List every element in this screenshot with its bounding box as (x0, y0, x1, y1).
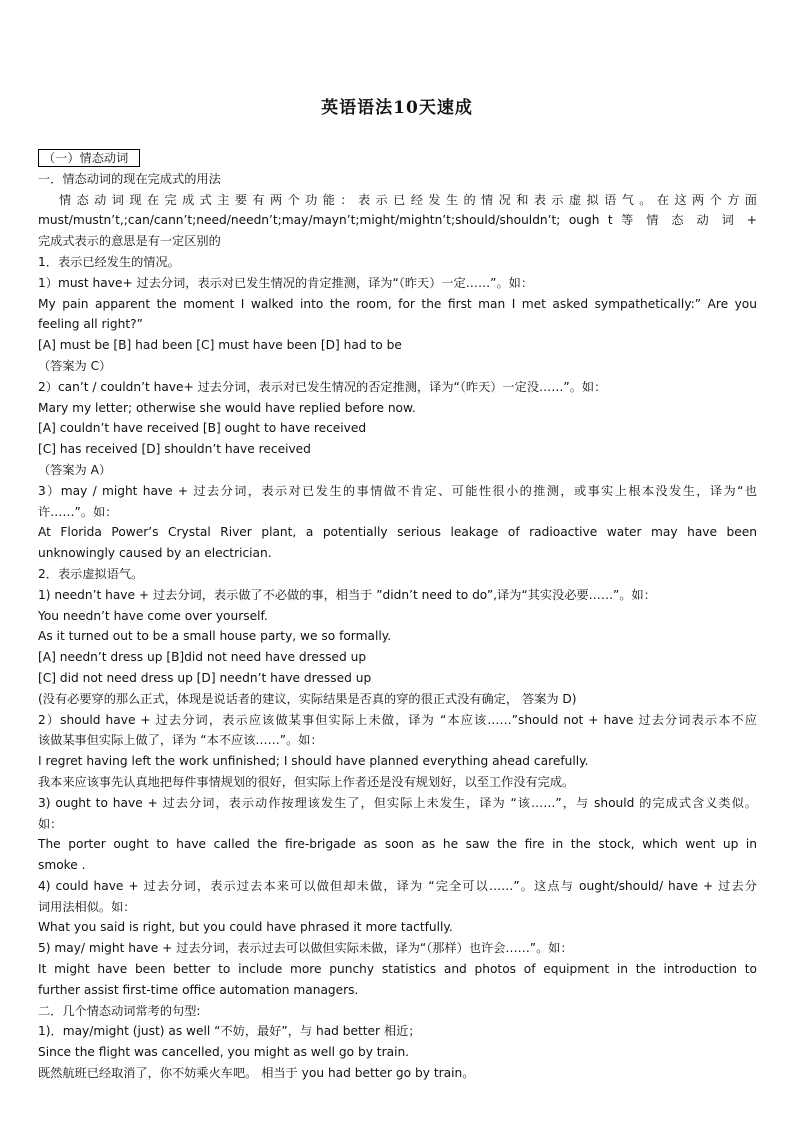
text-line: feeling all right?” (38, 317, 143, 332)
text-line: must/mustn’t,;can/cann’t;need/needn’t;may/mayn’t;might/mightn’t;should/shouldn’t; ough t 等 情 态 动 词 + (38, 213, 757, 228)
section-heading-box: （一）情态动词 (38, 149, 140, 167)
text-line: [C] did not need dress up [D] needn’t have dressed up (38, 670, 372, 685)
text-line: 3) ought to have + 过去分词，表示动作按理该发生了，但实际上未发生，译为 “该……”，与 should 的完成式含义类似。 (38, 795, 757, 810)
document-body (38, 148, 757, 1084)
text-line: unknowingly caused by an electrician. (38, 546, 272, 561)
text-line: 二．几个情态动词常考的句型: (38, 1003, 201, 1018)
text-line: 1．表示已经发生的情况。 (38, 254, 180, 269)
text-line: As it turned out to be a small house party, we so formally. (38, 629, 392, 644)
document-title: 英语语法10天速成 (321, 98, 473, 118)
text-line: My pain apparent the moment I walked into the room, for the first man I met asked sympathetically:” Are you (38, 296, 757, 311)
text-line: I regret having left the work unfinished; I should have planned everything ahead carefully. (38, 754, 589, 769)
text-line: 2．表示虚拟语气。 (38, 566, 144, 581)
text-line: （答案为 A） (38, 462, 112, 477)
text-line: It might have been better to include more punchy statistics and photos of equipment in the introduction to (38, 962, 757, 977)
text-line: What you said is right, but you could have phrased it more tactfully. (38, 920, 453, 935)
text-line: 如： (38, 816, 63, 831)
text-line: （答案为 C） (38, 358, 112, 373)
text-line: 我本来应该事先认真地把每件事情规划的很好，但实际上作者还是没有规划好，以至工作没有完成。 (38, 774, 575, 789)
text-line: 1）must have+ 过去分词，表示对已发生情况的肯定推测，译为“（昨天）一定……”。如： (38, 275, 534, 290)
text-line: further assist first-time office automation managers. (38, 982, 359, 997)
section-heading-box-line (38, 148, 757, 169)
text-line: Mary my letter; otherwise she would have replied before now. (38, 400, 416, 415)
text-line: 词用法相似。如： (38, 899, 136, 914)
text-line: 2）should have + 过去分词，表示应该做某事但实际上未做，译为 “本应该……”should not + have 过去分词表示本不应 (38, 712, 757, 727)
text-line: 情 态 动 词 现 在 完 成 式 主 要 有 两 个 功 能 ： 表 示 已 经 发 生 的 情 况 和 表 示 虚 拟 语 气 。 在 这 两 个 方 面 (59, 192, 757, 207)
text-line: 既然航班已经取消了，你不妨乘火车吧。 相当于 you had better go by train。 (38, 1066, 475, 1081)
text-line: 一．情态动词的现在完成式的用法 (38, 171, 221, 186)
text-line: The porter ought to have called the fire-brigade as soon as he saw the fire in the stock, which went up in (38, 837, 757, 852)
text-line: 3）may / might have + 过去分词，表示对已发生的事情做不肯定、可能性很小的推测，或事实上根本没发生，译为“也 (38, 483, 757, 498)
text-line: 该做某事但实际上做了，译为 “本不应该……”。如： (38, 733, 323, 748)
text-line: 1)．may/might (just) as well “不妨，最好”，与 had better 相近； (38, 1024, 421, 1039)
text-line: smoke . (38, 858, 86, 873)
text-line: (没有必要穿的那么正式，体现是说话者的建议，实际结果是否真的穿的很正式没有确定， 答案为 D) (38, 691, 577, 706)
text-line: 2）can’t / couldn’t have+ 过去分词，表示对已发生情况的否定推测，译为“（昨天）一定没……”。如： (38, 379, 607, 394)
text-line: [A] needn’t dress up [B]did not need have dressed up (38, 650, 367, 665)
text-line: 4) could have + 过去分词，表示过去本来可以做但却未做，译为 “完全可以……”。这点与 ought/should/ have + 过去分 (38, 878, 757, 893)
text-line: 完成式表示的意思是有一定区别的 (38, 234, 221, 249)
text-line: 1) needn’t have + 过去分词，表示做了不必做的事，相当于 ”didn’t need to do”,译为“其实没必要……”。如： (38, 587, 656, 602)
text-line: [A] must be [B] had been [C] must have been [D] had to be (38, 338, 402, 353)
text-line: [C] has received [D] shouldn’t have received (38, 442, 311, 457)
text-line: [A] couldn’t have received [B] ought to have received (38, 421, 367, 436)
text-line: 许……”。如： (38, 504, 118, 519)
text-line: You needn’t have come over yourself. (38, 608, 268, 623)
text-line: At Florida Power’s Crystal River plant, a potentially serious leakage of radioactive water may have been (38, 525, 757, 540)
text-line: Since the flight was cancelled, you might as well go by train. (38, 1045, 410, 1060)
text-line: 5) may/ might have + 过去分词，表示过去可以做但实际未做，译为“（那样）也许会……”。如： (38, 941, 573, 956)
